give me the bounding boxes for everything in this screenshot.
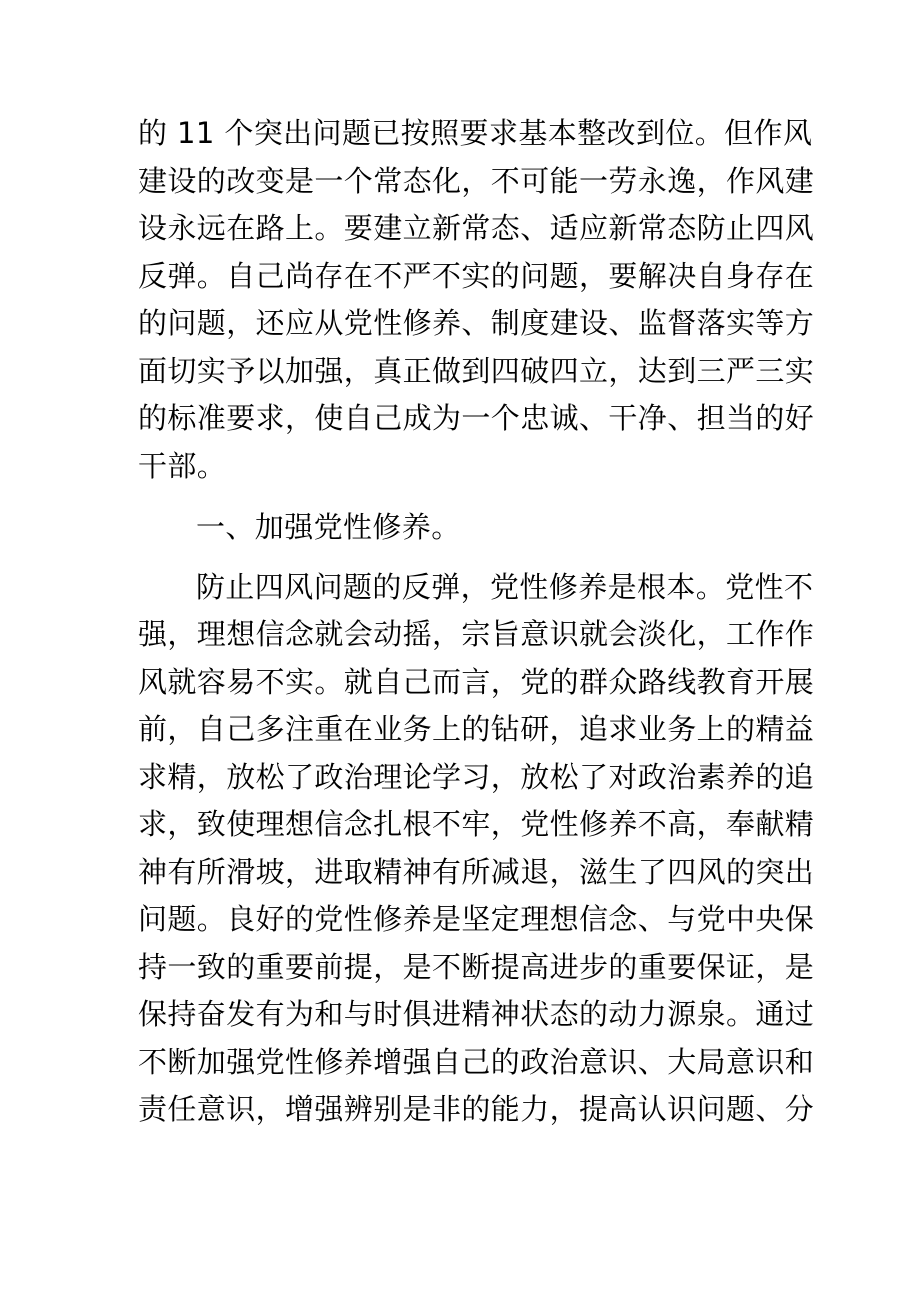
text-line: 反弹。自己尚存在不严不实的问题，要解决自身存在 <box>138 258 815 293</box>
text-line: 持一致的重要前提，是不断提高进步的重要保证，是 <box>138 949 815 984</box>
text-line: 建设的改变是一个常态化，不可能一劳永逸，作风建 <box>138 163 815 198</box>
text-line: 的 11 个突出问题已按照要求基本整改到位。但作风 <box>138 116 813 150</box>
paragraph-continuation <box>138 110 815 490</box>
text-line: 不断加强党性修养增强自己的政治意识、大局意识和 <box>138 1044 815 1079</box>
text-line: 的标准要求，使自己成为一个忠诚、干净、担当的好 <box>138 401 815 435</box>
text-line: 前，自己多注重在业务上的钻研，追求业务上的精益 <box>138 712 815 746</box>
section-heading <box>138 504 788 552</box>
text-line: 保持奋发有为和与时俱进精神状态的动力源泉。通过 <box>138 997 815 1031</box>
text-line: 设永远在路上。要建立新常态、适应新常态防止四风 <box>138 211 815 245</box>
text-line: 风就容易不实。就自己而言，党的群众路线教育开展 <box>138 664 815 699</box>
text-line: 责任意识，增强辨别是非的能力，提高认识问题、分 <box>138 1092 815 1126</box>
text-line: 的问题，还应从党性修养、制度建设、监督落实等方 <box>138 306 815 340</box>
text-line: 求，致使理想信念扎根不牢，党性修养不高，奉献精 <box>138 807 815 841</box>
text-line: 求精，放松了政治理论学习，放松了对政治素养的追 <box>138 759 815 794</box>
text-line: 神有所滑坡，进取精神有所减退，滋生了四风的突出 <box>138 854 815 889</box>
paragraph-party-spirit <box>138 564 815 1134</box>
text-line: 干部。 <box>138 448 227 483</box>
text-line: 问题。良好的党性修养是坚定理想信念、与党中央保 <box>138 902 815 936</box>
document-body <box>138 110 815 1134</box>
text-line: 防止四风问题的反弹，党性修养是根本。党性不 <box>196 569 814 604</box>
text-line: 面切实予以加强，真正做到四破四立，达到三严三实 <box>138 353 815 388</box>
text-line: 强，理想信念就会动摇，宗旨意识就会淡化，工作作 <box>138 617 815 651</box>
section-heading-text: 一、加强党性修养。 <box>196 510 461 544</box>
